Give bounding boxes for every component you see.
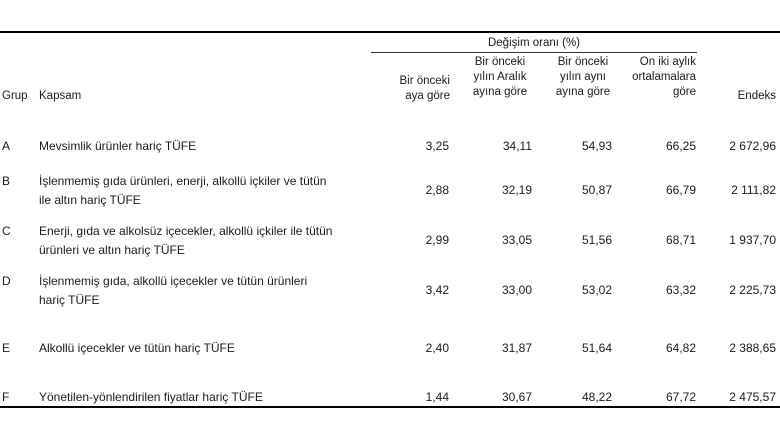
cell-grup: B	[2, 174, 11, 188]
header-col-ortalama	[612, 55, 696, 100]
cell-ortalama: 66,79	[665, 183, 696, 197]
cell-ortalama: 67,72	[665, 390, 696, 404]
header-col-yillik-line3: ayına göre	[555, 86, 611, 98]
header-col-ortalama-line1: On iki aylık	[639, 56, 696, 68]
cell-ortalama: 63,32	[665, 283, 696, 297]
cell-endeks: 2 111,82	[731, 183, 776, 197]
cell-endeks: 1 937,70	[729, 233, 776, 247]
cell-aylik: 2,88	[425, 183, 449, 197]
cell-endeks: 2 672,96	[729, 139, 776, 153]
header-col-yillik-line2: yılın aynı	[559, 71, 607, 83]
cell-kapsam: İşlenmemiş gıda, alkollü içecekler ve tütün ürünleri	[39, 274, 308, 288]
cell-aralik: 32,19	[501, 183, 532, 197]
header-col-yillik-line1: Bir önceki	[557, 56, 609, 68]
cell-kapsam: ile altın hariç TÜFE	[39, 193, 141, 207]
header-col-aralik-line2: yılın Aralık	[473, 71, 527, 83]
cell-kapsam: Mevsimlik ürünler hariç TÜFE	[39, 139, 197, 153]
cell-kapsam: Enerji, gıda ve alkolsüz içecekler, alkollü içkiler ile tütün	[39, 224, 333, 238]
header-span-underline	[371, 52, 697, 53]
cell-aralik: 30,67	[501, 390, 532, 404]
cell-ortalama: 68,71	[665, 233, 696, 247]
header-col-aralik	[460, 55, 540, 100]
header-col-aralik-line3: ayına göre	[472, 86, 528, 98]
cell-aralik: 34,11	[502, 139, 532, 153]
header-group-span: Değişim oranı (%)	[487, 37, 581, 49]
header-col-yillik	[543, 55, 623, 100]
cell-yillik: 48,22	[581, 390, 612, 404]
header-grup: Grup	[2, 90, 28, 102]
header-kapsam: Kapsam	[39, 90, 82, 102]
cell-endeks: 2 475,57	[729, 390, 776, 404]
cell-kapsam: hariç TÜFE	[39, 293, 100, 307]
header-col-ortalama-line3: göre	[672, 86, 696, 98]
cell-ortalama: 64,82	[665, 341, 696, 355]
cell-yillik: 51,56	[581, 233, 612, 247]
header-col-aylik-line2: aya göre	[405, 90, 450, 102]
cell-yillik: 53,02	[581, 283, 612, 297]
cell-grup: A	[2, 139, 11, 153]
cell-grup: C	[2, 224, 11, 238]
header-col-endeks: Endeks	[737, 90, 776, 102]
cell-aylik: 3,25	[425, 139, 449, 153]
header-col-aylik	[370, 74, 450, 104]
cell-yillik: 51,64	[581, 341, 612, 355]
cell-grup: F	[2, 390, 10, 404]
cell-grup: D	[2, 274, 11, 288]
cell-aylik: 2,40	[425, 341, 449, 355]
cell-endeks: 2 388,65	[729, 341, 776, 355]
cell-kapsam: Yönetilen-yönlendirilen fiyatlar hariç TÜFE	[39, 390, 263, 404]
cell-aralik: 31,87	[501, 341, 532, 355]
cell-aralik: 33,05	[501, 233, 532, 247]
cell-aylik: 2,99	[425, 233, 449, 247]
header-col-aylik-line1: Bir önceki	[399, 75, 450, 87]
cell-grup: E	[2, 341, 11, 355]
header-col-aralik-line1: Bir önceki	[474, 56, 526, 68]
cell-endeks: 2 225,73	[729, 283, 776, 297]
cell-yillik: 50,87	[581, 183, 612, 197]
cell-kapsam: ürünleri ve altın hariç TÜFE	[39, 243, 185, 257]
table-bottom-rule	[0, 406, 780, 408]
cell-aylik: 3,42	[425, 283, 449, 297]
cell-kapsam: Alkollü içecekler ve tütün hariç TÜFE	[39, 341, 235, 355]
table-top-rule	[0, 31, 780, 33]
cell-aylik: 1,44	[425, 390, 449, 404]
header-col-ortalama-line2: ortalamalara	[632, 71, 696, 83]
cell-yillik: 54,93	[581, 139, 612, 153]
cell-ortalama: 66,25	[665, 139, 696, 153]
cell-aralik: 33,00	[501, 283, 532, 297]
cell-kapsam: İşlenmemiş gıda ürünleri, enerji, alkollü içkiler ve tütün	[39, 174, 327, 188]
